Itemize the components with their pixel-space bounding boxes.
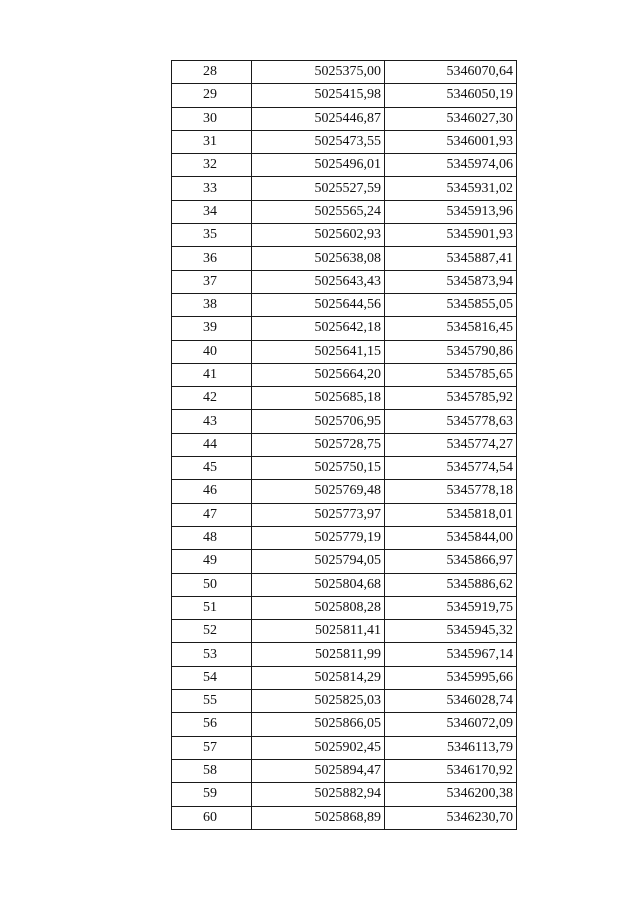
x-coordinate-cell: 5025750,15 (252, 457, 385, 480)
table-row (172, 387, 517, 410)
point-number-cell: 57 (172, 736, 252, 759)
table-row (172, 317, 517, 340)
table-row (172, 666, 517, 689)
y-coordinate-cell: 5345873,94 (385, 270, 517, 293)
table-row (172, 526, 517, 549)
point-number-cell: 54 (172, 666, 252, 689)
y-coordinate-cell: 5346050,19 (385, 84, 517, 107)
table-row (172, 573, 517, 596)
x-coordinate-cell: 5025685,18 (252, 387, 385, 410)
point-number-cell: 46 (172, 480, 252, 503)
x-coordinate-cell: 5025602,93 (252, 224, 385, 247)
y-coordinate-cell: 5345818,01 (385, 503, 517, 526)
point-number-cell: 60 (172, 806, 252, 829)
point-number-cell: 41 (172, 363, 252, 386)
point-number-cell: 50 (172, 573, 252, 596)
x-coordinate-cell: 5025779,19 (252, 526, 385, 549)
y-coordinate-cell: 5345913,96 (385, 200, 517, 223)
point-number-cell: 33 (172, 177, 252, 200)
table-row (172, 130, 517, 153)
x-coordinate-cell: 5025527,59 (252, 177, 385, 200)
x-coordinate-cell: 5025641,15 (252, 340, 385, 363)
table-row (172, 224, 517, 247)
x-coordinate-cell: 5025825,03 (252, 690, 385, 713)
y-coordinate-cell: 5345844,00 (385, 526, 517, 549)
x-coordinate-cell: 5025804,68 (252, 573, 385, 596)
point-number-cell: 37 (172, 270, 252, 293)
table-row (172, 200, 517, 223)
x-coordinate-cell: 5025773,97 (252, 503, 385, 526)
point-number-cell: 55 (172, 690, 252, 713)
y-coordinate-cell: 5345967,14 (385, 643, 517, 666)
x-coordinate-cell: 5025866,05 (252, 713, 385, 736)
table-row (172, 620, 517, 643)
y-coordinate-cell: 5345931,02 (385, 177, 517, 200)
table-row (172, 61, 517, 84)
y-coordinate-cell: 5345785,92 (385, 387, 517, 410)
y-coordinate-cell: 5345866,97 (385, 550, 517, 573)
x-coordinate-cell: 5025496,01 (252, 154, 385, 177)
x-coordinate-cell: 5025473,55 (252, 130, 385, 153)
table-row (172, 550, 517, 573)
x-coordinate-cell: 5025814,29 (252, 666, 385, 689)
x-coordinate-cell: 5025902,45 (252, 736, 385, 759)
table-row (172, 736, 517, 759)
x-coordinate-cell: 5025808,28 (252, 596, 385, 619)
point-number-cell: 49 (172, 550, 252, 573)
point-number-cell: 47 (172, 503, 252, 526)
y-coordinate-cell: 5345855,05 (385, 293, 517, 316)
table-row (172, 247, 517, 270)
table-row (172, 759, 517, 782)
y-coordinate-cell: 5345778,63 (385, 410, 517, 433)
y-coordinate-cell: 5345790,86 (385, 340, 517, 363)
point-number-cell: 30 (172, 107, 252, 130)
x-coordinate-cell: 5025728,75 (252, 433, 385, 456)
point-number-cell: 31 (172, 130, 252, 153)
table-row (172, 433, 517, 456)
x-coordinate-cell: 5025644,56 (252, 293, 385, 316)
table-row (172, 270, 517, 293)
x-coordinate-cell: 5025664,20 (252, 363, 385, 386)
y-coordinate-cell: 5346200,38 (385, 783, 517, 806)
x-coordinate-cell: 5025868,89 (252, 806, 385, 829)
point-number-cell: 53 (172, 643, 252, 666)
point-number-cell: 29 (172, 84, 252, 107)
table-row (172, 177, 517, 200)
point-number-cell: 38 (172, 293, 252, 316)
y-coordinate-cell: 5345974,06 (385, 154, 517, 177)
x-coordinate-cell: 5025894,47 (252, 759, 385, 782)
table-row (172, 643, 517, 666)
y-coordinate-cell: 5345995,66 (385, 666, 517, 689)
point-number-cell: 36 (172, 247, 252, 270)
point-number-cell: 58 (172, 759, 252, 782)
y-coordinate-cell: 5346001,93 (385, 130, 517, 153)
point-number-cell: 44 (172, 433, 252, 456)
table-row (172, 457, 517, 480)
table-row (172, 84, 517, 107)
table-row (172, 713, 517, 736)
table-row (172, 806, 517, 829)
y-coordinate-cell: 5345919,75 (385, 596, 517, 619)
y-coordinate-cell: 5345785,65 (385, 363, 517, 386)
point-number-cell: 42 (172, 387, 252, 410)
point-number-cell: 39 (172, 317, 252, 340)
point-number-cell: 52 (172, 620, 252, 643)
table-row (172, 690, 517, 713)
point-number-cell: 32 (172, 154, 252, 177)
y-coordinate-cell: 5345774,27 (385, 433, 517, 456)
table-row (172, 107, 517, 130)
table-row (172, 596, 517, 619)
point-number-cell: 56 (172, 713, 252, 736)
y-coordinate-cell: 5346170,92 (385, 759, 517, 782)
y-coordinate-cell: 5345778,18 (385, 480, 517, 503)
x-coordinate-cell: 5025446,87 (252, 107, 385, 130)
y-coordinate-cell: 5345887,41 (385, 247, 517, 270)
y-coordinate-cell: 5345774,54 (385, 457, 517, 480)
point-number-cell: 34 (172, 200, 252, 223)
table-row (172, 503, 517, 526)
y-coordinate-cell: 5345901,93 (385, 224, 517, 247)
x-coordinate-cell: 5025811,41 (252, 620, 385, 643)
point-number-cell: 51 (172, 596, 252, 619)
table-row (172, 293, 517, 316)
table-row (172, 783, 517, 806)
point-number-cell: 59 (172, 783, 252, 806)
table-row (172, 340, 517, 363)
x-coordinate-cell: 5025565,24 (252, 200, 385, 223)
x-coordinate-cell: 5025769,48 (252, 480, 385, 503)
point-number-cell: 45 (172, 457, 252, 480)
x-coordinate-cell: 5025375,00 (252, 61, 385, 84)
x-coordinate-cell: 5025643,43 (252, 270, 385, 293)
x-coordinate-cell: 5025882,94 (252, 783, 385, 806)
point-number-cell: 40 (172, 340, 252, 363)
table-row (172, 363, 517, 386)
table-row (172, 154, 517, 177)
coordinates-table-body (172, 61, 517, 830)
y-coordinate-cell: 5346113,79 (385, 736, 517, 759)
y-coordinate-cell: 5345886,62 (385, 573, 517, 596)
y-coordinate-cell: 5346072,09 (385, 713, 517, 736)
y-coordinate-cell: 5345945,32 (385, 620, 517, 643)
table-row (172, 410, 517, 433)
y-coordinate-cell: 5346070,64 (385, 61, 517, 84)
point-number-cell: 48 (172, 526, 252, 549)
point-number-cell: 28 (172, 61, 252, 84)
y-coordinate-cell: 5346230,70 (385, 806, 517, 829)
y-coordinate-cell: 5346027,30 (385, 107, 517, 130)
table-row (172, 480, 517, 503)
coordinates-table (171, 60, 517, 830)
x-coordinate-cell: 5025706,95 (252, 410, 385, 433)
x-coordinate-cell: 5025642,18 (252, 317, 385, 340)
x-coordinate-cell: 5025415,98 (252, 84, 385, 107)
x-coordinate-cell: 5025794,05 (252, 550, 385, 573)
x-coordinate-cell: 5025811,99 (252, 643, 385, 666)
point-number-cell: 43 (172, 410, 252, 433)
point-number-cell: 35 (172, 224, 252, 247)
y-coordinate-cell: 5346028,74 (385, 690, 517, 713)
y-coordinate-cell: 5345816,45 (385, 317, 517, 340)
x-coordinate-cell: 5025638,08 (252, 247, 385, 270)
